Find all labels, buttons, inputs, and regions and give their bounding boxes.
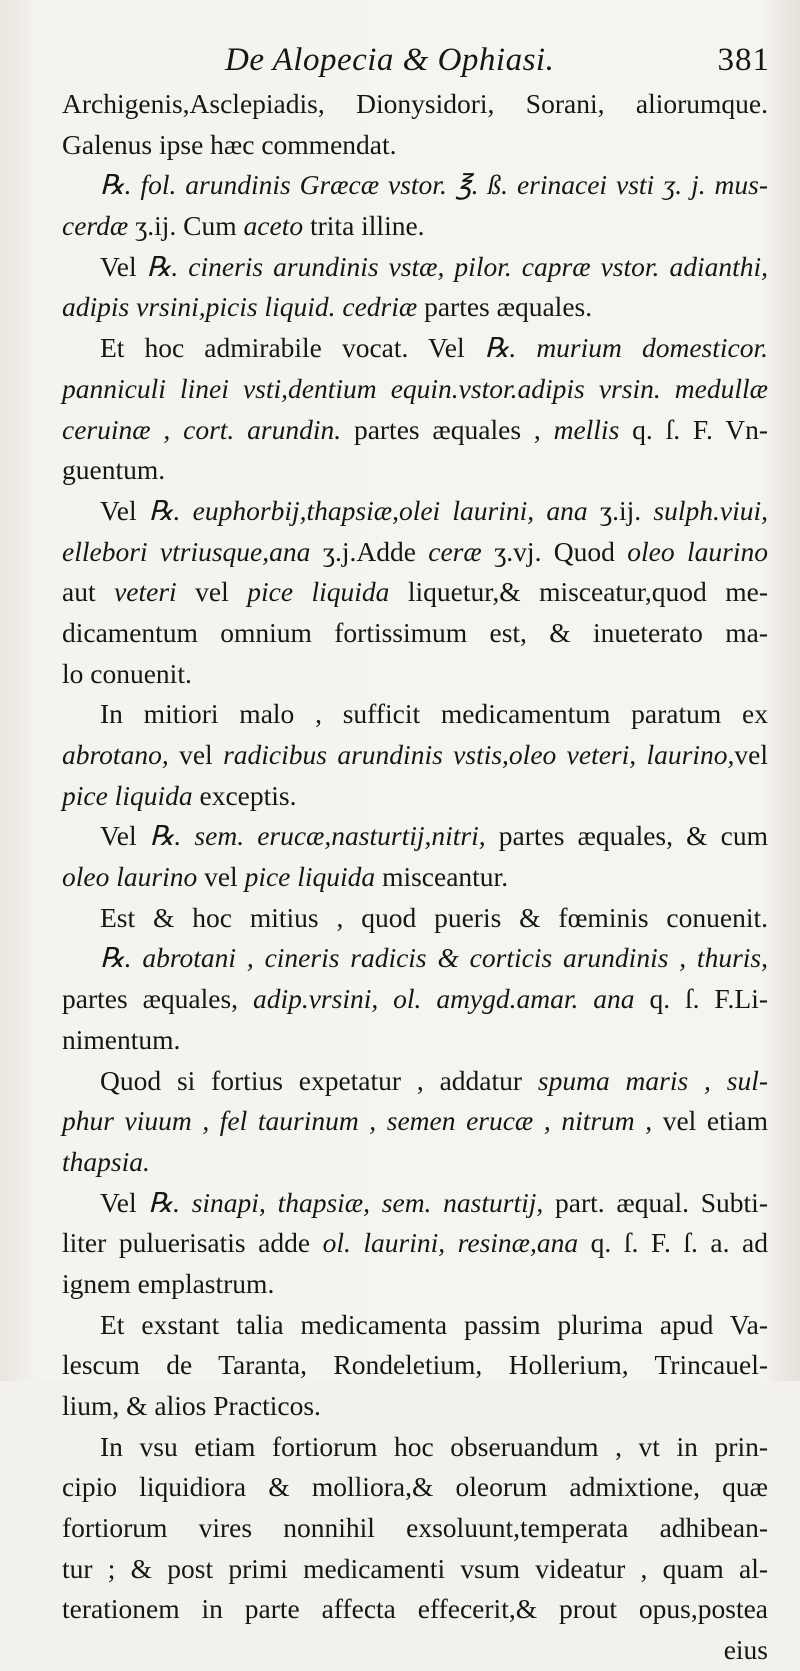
italic-text: phur viuum , fel taurinum , semen erucæ , nitrum , — [62, 1105, 663, 1137]
text-line — [62, 898, 768, 939]
italic-text: abrotano, — [62, 739, 180, 770]
italic-text: cerdæ — [62, 210, 136, 242]
text-line — [62, 369, 768, 410]
text-line — [62, 572, 768, 613]
text-line — [62, 1589, 768, 1630]
text-line — [62, 491, 768, 532]
text-line — [62, 247, 768, 288]
roman-text: cipio liquidiora & molliora,& oleorum admixtione, quæ — [62, 1471, 768, 1503]
roman-text: Vel — [100, 250, 147, 282]
italic-text: ℞. abrotani , cineris radicis & corticis arundinis , thuris, — [100, 942, 768, 974]
roman-text: ʒ.vj. Quod — [494, 535, 628, 567]
text-line — [62, 1183, 768, 1224]
roman-text: q. ſ. F.Li- — [649, 983, 768, 1015]
body-text — [62, 84, 768, 1671]
italic-text: ℞. fol. arundinis Græcæ vstor. ℥. ß. erinacei vsti ʒ. j. mus- — [100, 169, 768, 201]
roman-text: vel — [179, 739, 224, 770]
roman-text: Galenus ipse hæc commendat. — [62, 128, 397, 160]
italic-text: ceruinæ , cort. arundin. — [62, 413, 354, 445]
roman-text: trita illine. — [309, 210, 425, 242]
text-line — [62, 84, 768, 125]
roman-text: vel — [195, 576, 248, 608]
roman-text: liter puluerisatis adde — [62, 1227, 323, 1259]
roman-text: aut — [62, 576, 115, 608]
roman-text: Et hoc admirabile vocat. Vel — [100, 332, 485, 364]
text-line — [62, 613, 768, 654]
italic-text: ℞. murium domesticor. — [484, 332, 768, 364]
roman-text: misceantur. — [382, 861, 509, 893]
text-line — [62, 1508, 768, 1549]
italic-text: oleo laurino — [62, 861, 205, 893]
italic-text: ol. laurini, resinæ,ana — [322, 1227, 591, 1259]
text-line — [62, 694, 768, 735]
roman-text: In vsu etiam fortiorum hoc obseruandum , vt in prin- — [100, 1430, 768, 1462]
text-line — [62, 1305, 768, 1346]
roman-text: exceptis. — [199, 779, 297, 811]
text-line — [62, 328, 768, 369]
roman-text: ʒ.ij. Cum — [135, 210, 244, 242]
roman-text: terationem in parte affecta effecerit,& prout opus,postea — [62, 1593, 768, 1625]
page-number: 381 — [717, 42, 770, 78]
text-line — [62, 1020, 768, 1061]
text-line — [62, 1061, 768, 1102]
italic-text: pice liquida — [62, 779, 200, 811]
roman-text: Quod si fortius expetatur , addatur — [100, 1064, 538, 1096]
italic-text: oleo laurino — [627, 535, 768, 567]
roman-text: lium, & alios Practicos. — [62, 1390, 321, 1421]
text-line — [62, 654, 768, 695]
italic-text: adipis vrsini,picis liquid. cedriæ — [62, 291, 425, 323]
roman-text: Archigenis,Asclepiadis, Dionysidori, Sorani, aliorumque. — [62, 88, 768, 119]
text-line — [62, 206, 768, 247]
text-line — [62, 816, 768, 857]
italic-text: pice liquida — [244, 861, 383, 893]
roman-text: partes æquales , — [353, 413, 554, 445]
roman-text: liquetur,& misceatur,quod me- — [407, 576, 768, 608]
italic-text: mellis — [553, 413, 633, 445]
roman-text: vel etiam — [662, 1105, 768, 1137]
roman-text: dicamentum omnium fortissimum est, & inueterato ma- — [62, 616, 768, 648]
roman-text: lescum de Taranta, Rondeletium, Hollerium, Trincauel- — [62, 1349, 768, 1381]
roman-text: lo conuenit. — [62, 657, 192, 689]
italic-text: ℞. cineris arundinis vstæ, pilor. capræ vstor. adianthi, — [146, 250, 768, 282]
text-line — [62, 287, 768, 328]
roman-text: fortiorum vires nonnihil exsoluunt,temperata adhibean- — [62, 1512, 768, 1544]
text-line — [62, 1386, 768, 1427]
roman-text: Vel — [100, 1186, 149, 1218]
roman-text: Est & hoc mitius , quod pueris & fœminis conuenit. — [100, 901, 768, 933]
roman-text: tur ; & post primi medicamenti vsum videatur , quam al- — [62, 1552, 768, 1584]
italic-text: spuma maris , sul- — [537, 1064, 769, 1096]
text-line — [62, 1345, 768, 1386]
roman-text: partes æquales, — [62, 983, 253, 1015]
roman-text: vel — [734, 739, 768, 770]
italic-text: aceto — [243, 210, 310, 242]
italic-text: ℞. sinapi, thapsiæ, sem. nasturtij, — [148, 1186, 556, 1218]
text-line — [62, 125, 768, 166]
italic-text: radicibus arundinis vstis,oleo veteri, laurino, — [223, 739, 735, 770]
roman-text: In mitiori malo , sufficit medicamentum paratum ex — [100, 698, 768, 730]
roman-text: ʒ.ij. — [599, 494, 654, 526]
page-header — [0, 40, 800, 90]
roman-text: ignem emplastrum. — [62, 1267, 275, 1299]
italic-text: panniculi linei vsti,dentium equin.vstor.adipis vrsin. medullæ — [62, 372, 768, 404]
text-line — [62, 532, 768, 573]
text-line — [62, 938, 768, 979]
text-line — [62, 857, 768, 898]
roman-text: Vel — [100, 820, 150, 852]
text-line — [62, 776, 768, 817]
text-line — [62, 410, 768, 451]
text-line — [62, 1549, 768, 1590]
text-line — [62, 1427, 768, 1468]
roman-text: vel — [204, 861, 245, 893]
italic-text: thapsia. — [62, 1145, 150, 1177]
italic-text: adip.vrsini, ol. amygd.amar. ana — [252, 983, 650, 1015]
catchword: eius — [723, 1634, 768, 1666]
italic-text: ellebori vtriusque,ana — [62, 535, 323, 567]
roman-text: ʒ.j.Adde — [322, 535, 429, 567]
text-line — [62, 1223, 768, 1264]
text-line — [62, 165, 768, 206]
roman-text: partes æquales, & cum — [498, 820, 768, 852]
italic-text: veteri — [114, 576, 196, 608]
roman-text: part. æqual. Subti- — [555, 1186, 768, 1218]
roman-text: Et exstant talia medicamenta passim plurima apud Va- — [100, 1308, 768, 1340]
roman-text: Vel — [100, 494, 149, 526]
text-line — [62, 979, 768, 1020]
text-line — [62, 1101, 768, 1142]
roman-text: nimentum. — [62, 1023, 181, 1055]
text-line — [62, 450, 768, 491]
text-line — [62, 1142, 768, 1183]
italic-text: pice liquida — [247, 576, 408, 608]
text-line — [62, 735, 768, 776]
roman-text: guentum. — [62, 454, 166, 486]
italic-text: ceræ — [428, 535, 495, 567]
roman-text: partes æquales. — [424, 291, 593, 323]
text-line — [62, 1467, 768, 1508]
italic-text: ℞. euphorbij,thapsiæ,olei laurini, ana — [148, 494, 600, 526]
italic-text: ℞. sem. erucæ,nasturtij,nitri, — [149, 820, 499, 852]
running-title: De Alopecia & Ophiasi. — [225, 42, 555, 78]
text-line — [62, 1264, 768, 1305]
roman-text: q. ſ. F. Vn- — [632, 413, 768, 445]
roman-text: q. ſ. F. ſ. a. ad — [590, 1227, 768, 1259]
italic-text: sulph.viui, — [653, 494, 768, 526]
